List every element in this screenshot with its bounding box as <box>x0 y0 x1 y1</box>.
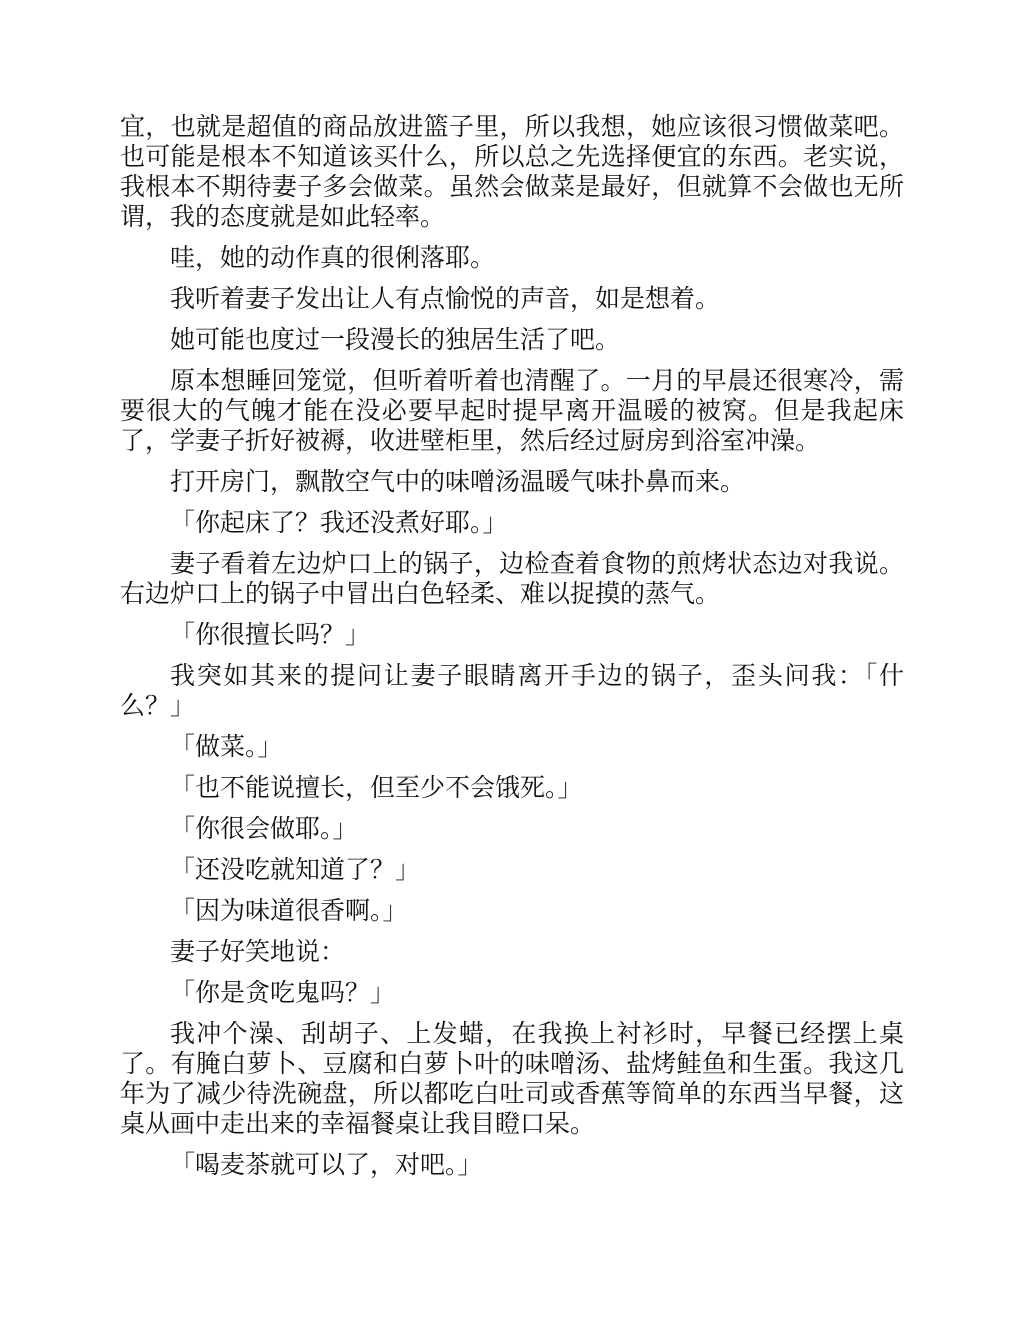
paragraph: 我冲个澡、刮胡子、上发蜡，在我换上衬衫时，早餐已经摆上桌了。有腌白萝卜、豆腐和白萝卜叶的味噌汤、盐烤鲑鱼和生蛋。我这几年为了减少待洗碗盘，所以都吃白吐司或香蕉等简单的东西当早餐，这桌从画中走出来的幸福餐桌让我目瞪口呆。 <box>120 1019 904 1138</box>
dialogue-line: 「做菜。」 <box>170 732 283 761</box>
paragraph: 我听着妻子发出让人有点愉悦的声音，如是想着。 <box>170 284 721 313</box>
dialogue-line: 「你起床了？我还没煮好耶。」 <box>170 508 508 537</box>
dialogue-line: 「喝麦茶就可以了，对吧。」 <box>170 1150 483 1179</box>
paragraph: 妻子看着左边炉口上的锅子，边检查着食物的煎烤状态边对我说。右边炉口上的锅子中冒出白色轻柔、难以捉摸的蒸气。 <box>120 549 904 608</box>
paragraph: 原本想睡回笼觉，但听着听着也清醒了。一月的早晨还很寒冷，需要很大的气魄才能在没必要早起时提早离开温暖的被窝。但是我起床了，学妻子折好被褥，收进壁柜里，然后经过厨房到浴室冲澡。 <box>120 366 904 455</box>
dialogue-line: 「你很会做耶。」 <box>170 814 358 843</box>
dialogue-line: 「因为味道很香啊。」 <box>170 896 408 925</box>
paragraph: 打开房门，飘散空气中的味噌汤温暖气味扑鼻而来。 <box>170 467 746 496</box>
dialogue-line: 「也不能说擅长，但至少不会饿死。」 <box>170 773 583 802</box>
paragraph: 妻子好笑地说： <box>170 937 346 966</box>
dialogue-line: 「还没吃就知道了？」 <box>170 855 421 884</box>
dialogue-line: 「你是贪吃鬼吗？」 <box>170 978 396 1007</box>
document-page <box>120 112 904 1191</box>
paragraph: 我突如其来的提问让妻子眼睛离开手边的锅子，歪头问我：「什么？」 <box>120 661 904 720</box>
paragraph: 哇，她的动作真的很俐落耶。 <box>170 243 496 272</box>
dialogue-line: 「你很擅长吗？」 <box>170 620 371 649</box>
paragraph: 她可能也度过一段漫长的独居生活了吧。 <box>170 325 621 354</box>
paragraph-continued: 宜，也就是超值的商品放进篮子里，所以我想，她应该很习惯做菜吧。也可能是根本不知道该买什么，所以总之先选择便宜的东西。老实说，我根本不期待妻子多会做菜。虽然会做菜是最好，但就算不会做也无所谓，我的态度就是如此轻率。 <box>120 112 904 231</box>
